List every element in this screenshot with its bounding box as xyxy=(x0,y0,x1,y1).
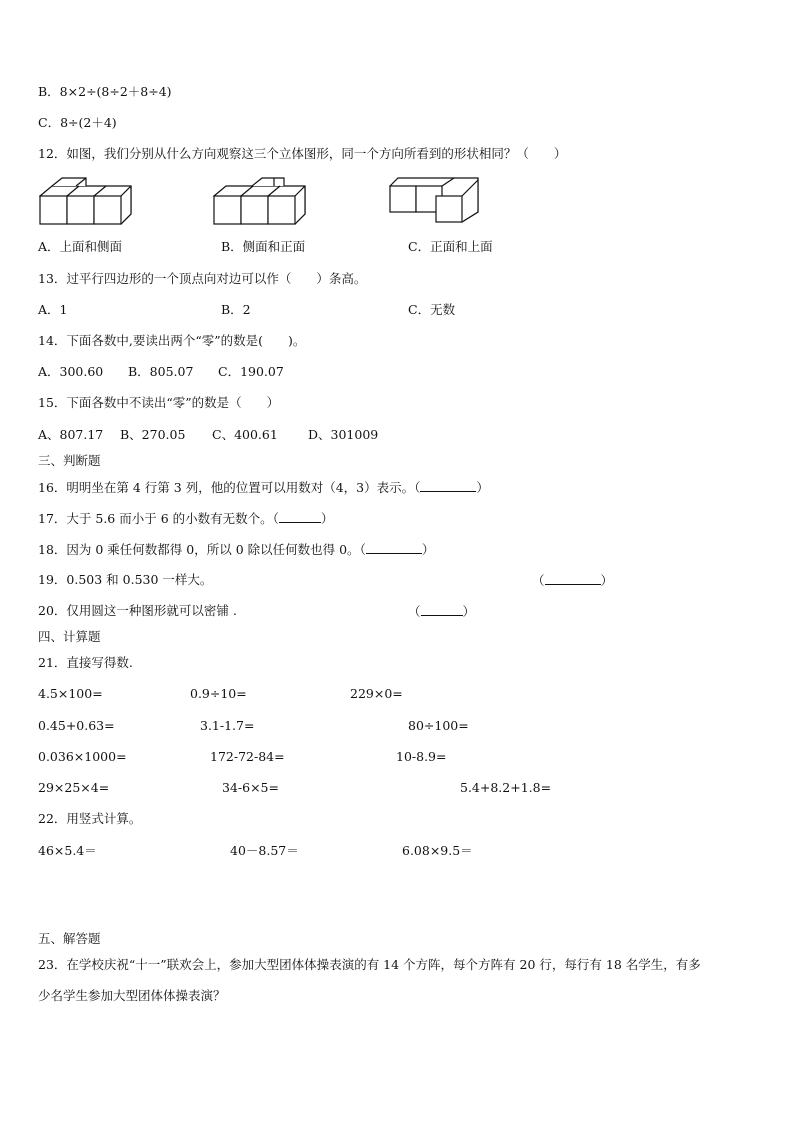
paren-close: ） xyxy=(320,511,334,526)
option-q15-c: C、400.61 xyxy=(212,427,278,442)
vertical-calc-item: 6.08×9.5＝ xyxy=(402,843,473,858)
paren-open: （ xyxy=(414,480,421,495)
question-17 xyxy=(38,510,333,527)
question-18 xyxy=(38,541,434,558)
answer-blank-20[interactable] xyxy=(421,603,463,616)
question-21: 21．直接写得数. xyxy=(38,655,133,670)
calc-item: 0.9÷10= xyxy=(190,686,247,701)
question-18-text: 18．因为 0 乘任何数都得 0，所以 0 除以任何数也得 0。 xyxy=(38,542,360,557)
option-q11-b: B．8×2÷(8÷2＋8÷4) xyxy=(38,84,172,99)
question-20-answer xyxy=(408,603,475,620)
question-19-text: 19．0.503 和 0.530 一样大。 xyxy=(38,572,213,587)
paren-close: ） xyxy=(421,542,435,557)
answer-blank-17[interactable] xyxy=(279,510,321,523)
calc-item: 172-72-84= xyxy=(210,749,285,764)
calc-item: 10-8.9= xyxy=(396,749,447,764)
calc-item: 229×0= xyxy=(350,686,403,701)
calc-item: 5.4+8.2+1.8= xyxy=(460,780,552,795)
answer-blank-19[interactable] xyxy=(545,572,601,585)
paren-open: （ xyxy=(532,573,545,588)
option-q15-b: B、270.05 xyxy=(120,427,186,442)
cube-figure-2 xyxy=(212,178,307,226)
paren-open: （ xyxy=(272,511,279,526)
question-13: 13．过平行四边形的一个顶点向对边可以作（ ）条高。 xyxy=(38,271,367,286)
option-q11-c: C．8÷(2＋4) xyxy=(38,115,117,130)
question-19-answer xyxy=(532,572,613,589)
question-22: 22．用竖式计算。 xyxy=(38,811,142,826)
calc-item: 4.5×100= xyxy=(38,686,103,701)
section-5-heading: 五、解答题 xyxy=(38,931,101,946)
option-q15-a: A、807.17 xyxy=(38,427,104,442)
question-20-text: 20．仅用圆这一种图形就可以密铺 . xyxy=(38,603,237,618)
question-14: 14．下面各数中,要读出两个“零”的数是( )。 xyxy=(38,333,306,348)
paren-close: ） xyxy=(476,480,489,495)
question-15: 15．下面各数中不读出“零”的数是（ ） xyxy=(38,395,280,410)
vertical-calc-item: 40－8.57＝ xyxy=(230,843,299,858)
section-3-heading: 三、判断题 xyxy=(38,453,101,468)
question-16 xyxy=(38,479,489,496)
option-q13-c: C．无数 xyxy=(408,302,456,317)
cube-figure-1 xyxy=(38,178,133,226)
vertical-calc-item: 46×5.4＝ xyxy=(38,843,97,858)
option-q13-a: A．1 xyxy=(38,302,68,317)
calc-item: 0.45+0.63= xyxy=(38,718,115,733)
answer-blank-16[interactable] xyxy=(420,479,476,492)
option-q12-c: C．正面和上面 xyxy=(408,239,493,254)
option-q14-c: C．190.07 xyxy=(218,364,284,379)
calc-item: 0.036×1000= xyxy=(38,749,127,764)
option-q15-d: D、301009 xyxy=(308,427,379,442)
calc-item: 80÷100= xyxy=(408,718,469,733)
paren-open: （ xyxy=(359,542,366,557)
option-q12-a: A．上面和侧面 xyxy=(38,239,123,254)
option-q14-b: B．805.07 xyxy=(128,364,194,379)
question-23-line-2: 少名学生参加大型团体体操表演？ xyxy=(38,988,226,1003)
calc-item: 3.1-1.7= xyxy=(200,718,255,733)
question-17-text: 17．大于 5.6 而小于 6 的小数有无数个。 xyxy=(38,511,273,526)
paren-close: ） xyxy=(462,604,476,619)
calc-item: 29×25×4= xyxy=(38,780,110,795)
question-16-text: 16．明明坐在第 4 行第 3 列，他的位置可以用数对（4，3）表示。 xyxy=(38,480,415,495)
paren-open: （ xyxy=(408,604,421,619)
section-4-heading: 四、计算题 xyxy=(38,629,101,644)
answer-blank-18[interactable] xyxy=(366,541,422,554)
question-12: 12．如图，我们分别从什么方向观察这三个立体图形，同一个方向所看到的形状相同？（ ） xyxy=(38,146,567,161)
option-q12-b: B．侧面和正面 xyxy=(221,239,306,254)
cube-figure-3 xyxy=(388,176,483,224)
question-23-line-1: 23．在学校庆祝“十一”联欢会上，参加大型团体体操表演的有 14 个方阵，每个方阵有 20 行，每行有 18 名学生，有多 xyxy=(38,957,701,972)
calc-item: 34-6×5= xyxy=(222,780,279,795)
option-q13-b: B．2 xyxy=(221,302,251,317)
paren-close: ） xyxy=(600,573,614,588)
option-q14-a: A．300.60 xyxy=(38,364,104,379)
